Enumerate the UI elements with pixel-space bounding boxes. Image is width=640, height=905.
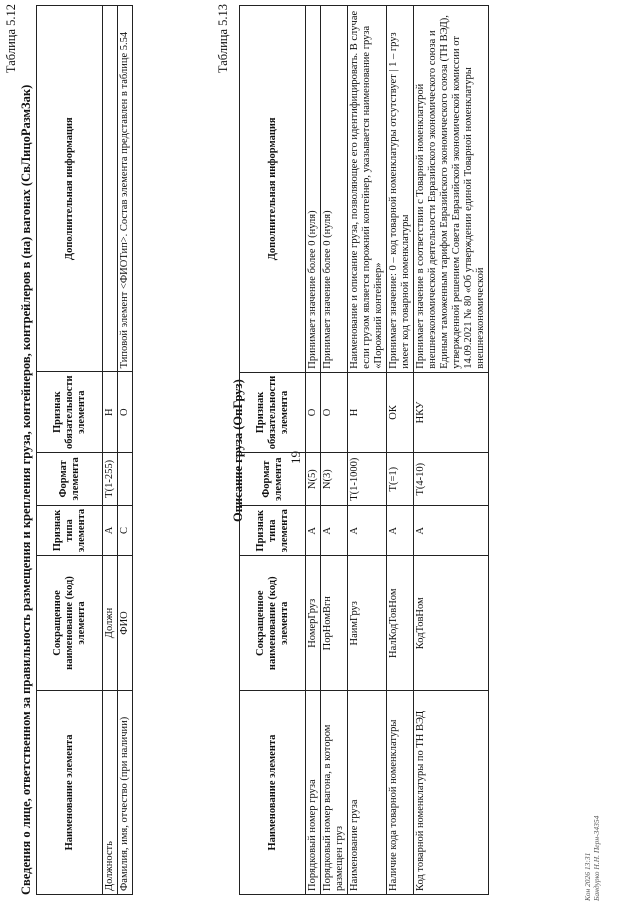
cell-format: Т(4-10) bbox=[414, 453, 489, 506]
cell-name: Наличие кода товарной номенклатуры bbox=[387, 691, 414, 895]
page-number: 19 bbox=[288, 451, 303, 464]
cell-type: А bbox=[306, 506, 321, 556]
table-5-13 bbox=[239, 5, 489, 895]
table-number-5-12: Таблица 5.12 bbox=[4, 4, 18, 74]
cell-type: С bbox=[118, 505, 133, 555]
table-row bbox=[306, 6, 321, 895]
cell-code: КодТовНом bbox=[414, 556, 489, 691]
col-header: Дополнительная информация bbox=[37, 6, 103, 372]
cell-format: Т(=1) bbox=[387, 453, 414, 506]
cell-info: Типовой элемент <ФИОТип>. Состав элемента представлен в таблице 5.54 bbox=[118, 6, 133, 372]
cell-name: Код товарной номенклатуры по ТН ВЭД bbox=[414, 691, 489, 895]
stamp-line: Бандурко Н.Н. Перн-34354 bbox=[592, 815, 601, 901]
table-header-row bbox=[37, 6, 103, 895]
table-number-5-13: Таблица 5.13 bbox=[216, 4, 230, 74]
cell-required: Н bbox=[103, 372, 118, 453]
cell-name: Порядковый номер груза bbox=[306, 691, 321, 895]
cell-name: Порядковый номер вагона, в котором размещен груз bbox=[321, 691, 348, 895]
col-header: Сокращенное наименование (код) элемента bbox=[240, 556, 306, 691]
cell-info: Принимает значение в соответствии с Товарной номенклатурой внешнеэкономической деятельности Евразийского экономического союза и Единым таможенным тарифом Евразийского экономического союза (ТН ВЭД), утвержденной решением Совета Евразийской экономической комиссии от 14.09.2021 № 80 «Об утверждении единой Товарной номенклатуры внешнеэкономической bbox=[414, 6, 489, 373]
cell-format: Т(1-255) bbox=[103, 452, 118, 505]
col-header: Наименование элемента bbox=[37, 690, 103, 894]
cell-code: ПорНомВгн bbox=[321, 556, 348, 691]
cell-type: А bbox=[387, 506, 414, 556]
cell-info: Наименование и описание груза, позволяющее его идентифицировать. В случае если грузом является порожний контейнер, указывается наименование груза «Порожний контейнер» bbox=[348, 6, 387, 373]
table-row bbox=[118, 6, 133, 895]
registration-stamp bbox=[583, 816, 601, 901]
cell-format: Т(1-1000) bbox=[348, 453, 387, 506]
table-title-5-12: Сведения о лице, ответственном за правильность размещения и крепления груза, контейнеров, контрейлеров в (на) вагонах (СвЛицоРазмЗак) bbox=[19, 84, 33, 895]
col-header: Признак обязательности элемента bbox=[240, 372, 306, 453]
table-row bbox=[387, 6, 414, 895]
cell-code: НаимГруз bbox=[348, 556, 387, 691]
cell-required: Н bbox=[348, 372, 387, 453]
cell-code: НомерГруз bbox=[306, 556, 321, 691]
cell-code: ФИО bbox=[118, 556, 133, 691]
col-header: Признак обязательности элемента bbox=[37, 372, 103, 453]
cell-code: НалКодТовНом bbox=[387, 556, 414, 691]
col-header: Признак типа элемента bbox=[240, 506, 306, 556]
cell-info bbox=[103, 6, 118, 372]
cell-format: N(5) bbox=[306, 453, 321, 506]
col-header: Формат элемента bbox=[37, 452, 103, 505]
cell-type: А bbox=[321, 506, 348, 556]
cell-required: О bbox=[118, 372, 133, 453]
table-row bbox=[348, 6, 387, 895]
col-header: Дополнительная информация bbox=[240, 6, 306, 373]
cell-info: Принимает значение более 0 (нуля) bbox=[321, 6, 348, 373]
stamp-line: Кон 2026 13:31 bbox=[583, 852, 592, 901]
cell-format: N(3) bbox=[321, 453, 348, 506]
col-header: Наименование элемента bbox=[240, 691, 306, 895]
cell-required: ОК bbox=[387, 372, 414, 453]
cell-format bbox=[118, 452, 133, 505]
cell-info: Принимает значение более 0 (нуля) bbox=[306, 6, 321, 373]
cell-code: Должн bbox=[103, 556, 118, 691]
cell-required: НКУ bbox=[414, 372, 489, 453]
table-5-12 bbox=[36, 5, 133, 895]
col-header: Сокращенное наименование (код) элемента bbox=[37, 556, 103, 691]
col-header: Формат элемента bbox=[240, 453, 306, 506]
col-header: Признак типа элемента bbox=[37, 505, 103, 555]
table-header-row bbox=[240, 6, 306, 895]
cell-name: Наименование груза bbox=[348, 691, 387, 895]
cell-name: Фамилия, имя, отчество (при наличии) bbox=[118, 690, 133, 894]
cell-info: Принимает значение: 0 – код товарной номенклатуры отсутствует | 1 – груз имеет код товарной номенклатуры bbox=[387, 6, 414, 373]
cell-type: А bbox=[414, 506, 489, 556]
cell-type: А bbox=[348, 506, 387, 556]
cell-type: А bbox=[103, 505, 118, 555]
table-row bbox=[321, 6, 348, 895]
cell-required: О bbox=[321, 372, 348, 453]
table-title-5-13: Описание груза (ОпГруз) bbox=[231, 379, 245, 522]
cell-name: Должность bbox=[103, 690, 118, 894]
table-row bbox=[414, 6, 489, 895]
cell-required: О bbox=[306, 372, 321, 453]
table-row bbox=[103, 6, 118, 895]
